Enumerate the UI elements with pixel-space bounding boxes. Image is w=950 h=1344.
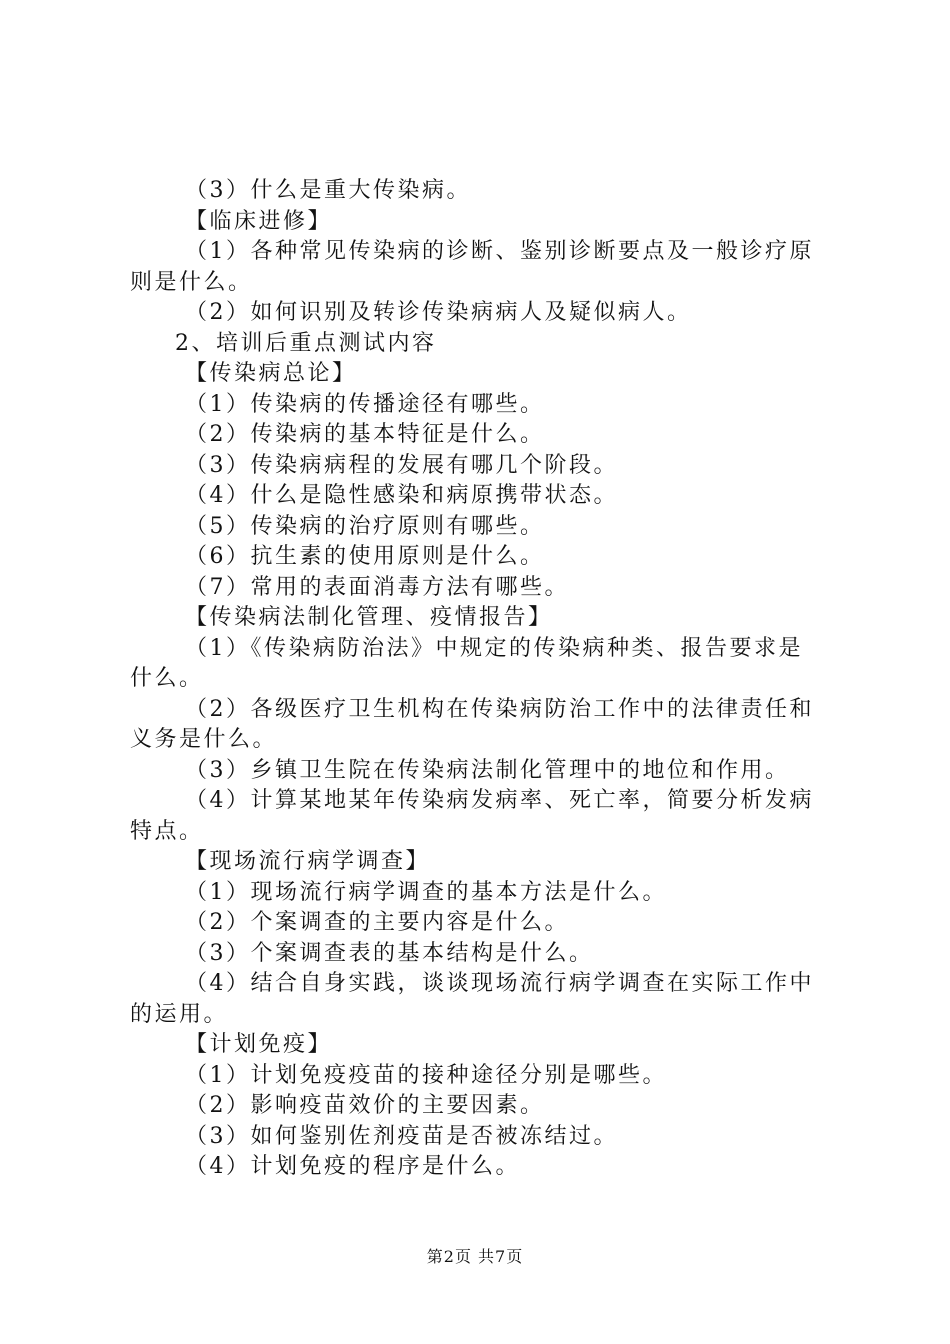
text-line: （6）抗生素的使用原则是什么。 — [185, 544, 545, 569]
text-line: （3）乡镇卫生院在传染病法制化管理中的地位和作用。 — [185, 757, 790, 783]
text-line: （5）传染病的治疗原则有哪些。 — [185, 513, 545, 539]
text-line: （1）各种常见传染病的诊断、鉴别诊断要点及一般诊疗原 — [185, 239, 814, 264]
text-line: （2）各级医疗卫生机构在传染病防治工作中的法律责任和 — [185, 696, 814, 722]
page-footer: 第2页 共7页 — [426, 1247, 524, 1266]
text-line: （4）计算某地某年传染病发病率、死亡率，简要分析发病 — [185, 788, 814, 813]
text-line: 2、培训后重点测试内容 — [175, 330, 437, 356]
text-line: （2）传染病的基本特征是什么。 — [185, 422, 545, 447]
section-heading: 【现场流行病学调查】 — [185, 849, 431, 874]
text-line: （1）现场流行病学调查的基本方法是什么。 — [185, 879, 667, 905]
text-line: （7）常用的表面消毒方法有哪些。 — [185, 574, 569, 600]
text-line: 的运用。 — [130, 1001, 229, 1027]
text-line: （1）传染病的传播途径有哪些。 — [185, 391, 545, 417]
text-line: （1）计划免疫疫苗的接种途径分别是哪些。 — [185, 1062, 667, 1088]
text-line: 则是什么。 — [130, 269, 253, 295]
text-line: （3）传染病病程的发展有哪几个阶段。 — [185, 452, 618, 478]
text-line: （2）影响疫苗效价的主要因素。 — [185, 1093, 545, 1118]
text-line: 特点。 — [130, 818, 204, 844]
document-body — [130, 176, 830, 1183]
section-heading: 【计划免疫】 — [185, 1032, 333, 1057]
text-line: （3）如何鉴别佐剂疫苗是否被冻结过。 — [185, 1123, 618, 1149]
text-line: （2）如何识别及转诊传染病病人及疑似病人。 — [185, 300, 692, 325]
text-line: （3）个案调查表的基本结构是什么。 — [185, 940, 594, 966]
text-line: （4）什么是隐性感染和病原携带状态。 — [185, 483, 618, 508]
text-line: （4）结合自身实践，谈谈现场流行病学调查在实际工作中 — [185, 971, 814, 996]
text-line: （3）什么是重大传染病。 — [185, 178, 471, 203]
text-line: （2）个案调查的主要内容是什么。 — [185, 910, 569, 935]
section-heading: 【传染病总论】 — [185, 361, 357, 386]
text-line: 什么。 — [130, 666, 204, 691]
text-line: （1）《传染病防治法》中规定的传染病种类、报告要求是 — [185, 635, 803, 661]
section-heading: 【临床进修】 — [185, 208, 333, 234]
section-heading: 【传染病法制化管理、疫情报告】 — [185, 605, 553, 630]
text-line: （4）计划免疫的程序是什么。 — [185, 1154, 520, 1179]
text-line: 义务是什么。 — [130, 727, 278, 752]
